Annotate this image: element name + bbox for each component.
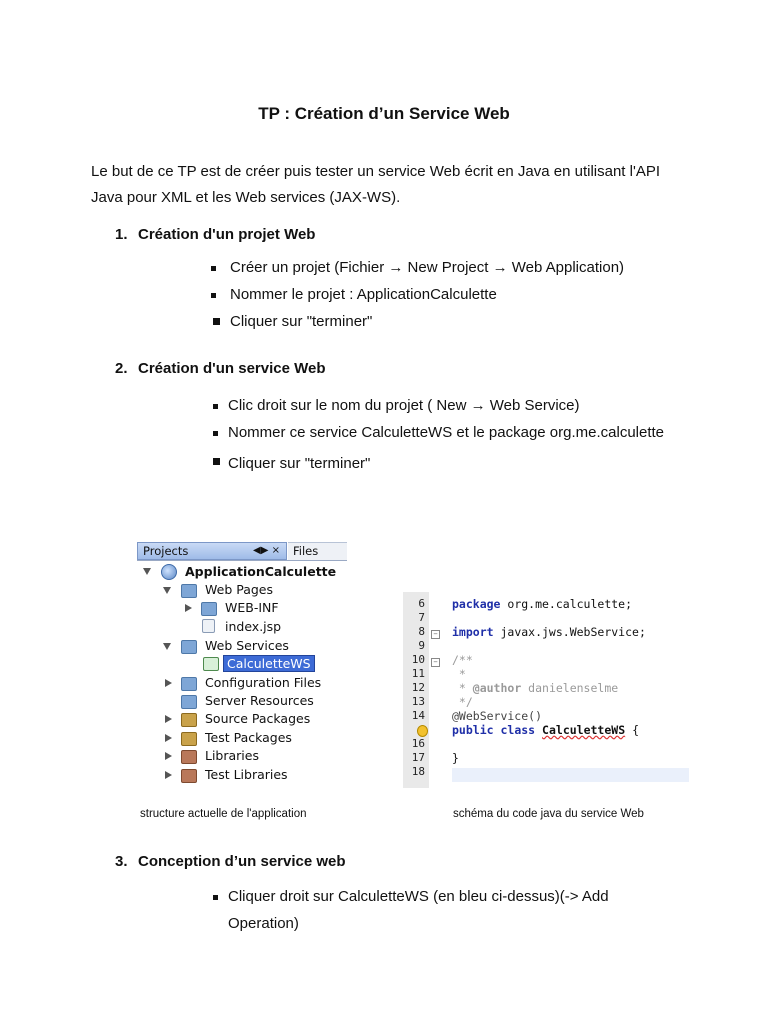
bullet-item: Cliquer sur "terminer" — [230, 313, 372, 330]
section-1-heading — [115, 226, 315, 243]
line-number: 7 — [418, 611, 425, 624]
caption-right: schéma du code java du service Web — [453, 808, 644, 820]
server-folder-icon — [181, 695, 197, 709]
bullet-square-icon — [213, 404, 218, 409]
library-folder-icon — [181, 750, 197, 764]
bullet-item: Nommer le projet : ApplicationCalculette — [230, 286, 497, 303]
tab-files[interactable]: Files — [288, 542, 347, 560]
caption-left: structure actuelle de l'application — [140, 808, 307, 820]
line-number: 11 — [411, 667, 425, 680]
bullet-item: Nommer ce service CalculetteWS et le package org.me.calculette — [228, 424, 664, 441]
config-folder-icon — [181, 677, 197, 691]
line-number: 17 — [411, 751, 425, 764]
section-2-heading — [115, 360, 326, 377]
library-folder-icon — [181, 769, 197, 783]
package-folder-icon — [181, 732, 197, 746]
bullet-item: Créer un projet (Fichier → New Project → Web Application) — [230, 259, 624, 276]
bullet-square-icon — [213, 895, 218, 900]
expand-arrow-icon[interactable] — [163, 643, 171, 650]
code-line: } — [452, 751, 459, 765]
bullet-item-continuation: Operation) — [228, 915, 299, 932]
project-tree-screenshot — [137, 542, 347, 787]
section-number: 2. — [115, 360, 128, 377]
line-number: 12 — [411, 681, 425, 694]
line-number: 14 — [411, 709, 425, 722]
line-number: 9 — [418, 639, 425, 652]
tree-node-test-libraries[interactable]: Test Libraries — [205, 767, 288, 782]
section-title: Conception d’un service web — [138, 853, 346, 870]
tree-node-index-jsp[interactable]: index.jsp — [225, 619, 282, 634]
tree-node-test-packages[interactable]: Test Packages — [205, 730, 292, 745]
tree-node-source-packages[interactable]: Source Packages — [205, 711, 311, 726]
collapse-arrow-icon[interactable] — [165, 771, 172, 779]
tree-node-project[interactable]: ApplicationCalculette — [185, 564, 337, 579]
line-number: 10 — [411, 653, 425, 666]
bullet-item: Cliquer sur "terminer" — [228, 455, 370, 472]
bullet-item: Clic droit sur le nom du projet ( New → Web Service) — [228, 397, 580, 414]
project-globe-icon — [161, 564, 177, 580]
section-number: 1. — [115, 226, 128, 243]
expand-arrow-icon[interactable] — [163, 587, 171, 594]
section-title: Création d'un projet Web — [138, 226, 316, 243]
collapse-arrow-icon[interactable] — [165, 734, 172, 742]
collapse-arrow-icon[interactable] — [165, 752, 172, 760]
fold-toggle-icon[interactable]: − — [431, 658, 440, 667]
code-line: * @author danielenselme — [452, 681, 619, 695]
line-number: 8 — [418, 625, 425, 638]
page-title: TP : Création d’un Service Web — [258, 104, 510, 123]
web-service-icon — [203, 657, 219, 671]
fold-toggle-icon[interactable]: − — [431, 630, 440, 639]
bullet-square-icon — [213, 431, 218, 436]
bullet-square-icon — [211, 266, 216, 271]
section-number: 3. — [115, 853, 128, 870]
panel-tab-bar — [137, 542, 347, 561]
tab-projects[interactable]: Projects ◀▶ × — [137, 542, 287, 560]
code-line: /** — [452, 653, 473, 667]
expand-arrow-icon[interactable] — [143, 568, 151, 575]
folder-icon — [201, 602, 217, 616]
package-folder-icon — [181, 713, 197, 727]
intro-paragraph: Le but de ce TP est de créer puis tester un service Web écrit en Java en utilisant l'API Java pour XML et les Web services (JAX-WS). — [91, 163, 660, 206]
tree-node-configuration-files[interactable]: Configuration Files — [205, 675, 322, 690]
code-line: @WebService() — [452, 709, 543, 723]
line-number: 18 — [411, 765, 425, 778]
tree-node-calculettews[interactable]: CalculetteWS — [223, 655, 315, 672]
collapse-arrow-icon[interactable] — [165, 715, 172, 723]
code-line: import javax.jws.WebService; — [452, 625, 646, 639]
bullet-square-icon — [213, 318, 220, 325]
code-line: public class CalculetteWS { — [452, 723, 639, 737]
tree-node-web-pages[interactable]: Web Pages — [205, 582, 273, 597]
tree-node-web-services[interactable]: Web Services — [205, 638, 289, 653]
tree-node-server-resources[interactable]: Server Resources — [205, 693, 314, 708]
collapse-arrow-icon[interactable] — [185, 604, 192, 612]
current-line-highlight — [452, 768, 689, 782]
lightbulb-hint-icon[interactable] — [417, 725, 428, 737]
tab-controls[interactable]: ◀▶ × — [253, 545, 280, 556]
bullet-item: Cliquer droit sur CalculetteWS (en bleu ci-dessus)(-> Add — [228, 888, 609, 905]
tree-node-libraries[interactable]: Libraries — [205, 748, 259, 763]
web-folder-icon — [181, 584, 197, 598]
code-line: * — [452, 667, 466, 681]
code-line: */ — [452, 695, 473, 709]
code-line: package org.me.calculette; — [452, 597, 633, 611]
tree-node-web-inf[interactable]: WEB-INF — [225, 600, 279, 615]
bullet-square-icon — [213, 458, 220, 465]
code-editor-screenshot — [403, 592, 689, 788]
collapse-arrow-icon[interactable] — [165, 679, 172, 687]
line-number: 16 — [411, 737, 425, 750]
section-3-heading — [115, 853, 346, 870]
line-number: 6 — [418, 597, 425, 610]
line-number: 13 — [411, 695, 425, 708]
bullet-square-icon — [211, 293, 216, 298]
section-title: Création d'un service Web — [138, 360, 326, 377]
jsp-file-icon — [202, 619, 215, 633]
web-services-folder-icon — [181, 640, 197, 654]
